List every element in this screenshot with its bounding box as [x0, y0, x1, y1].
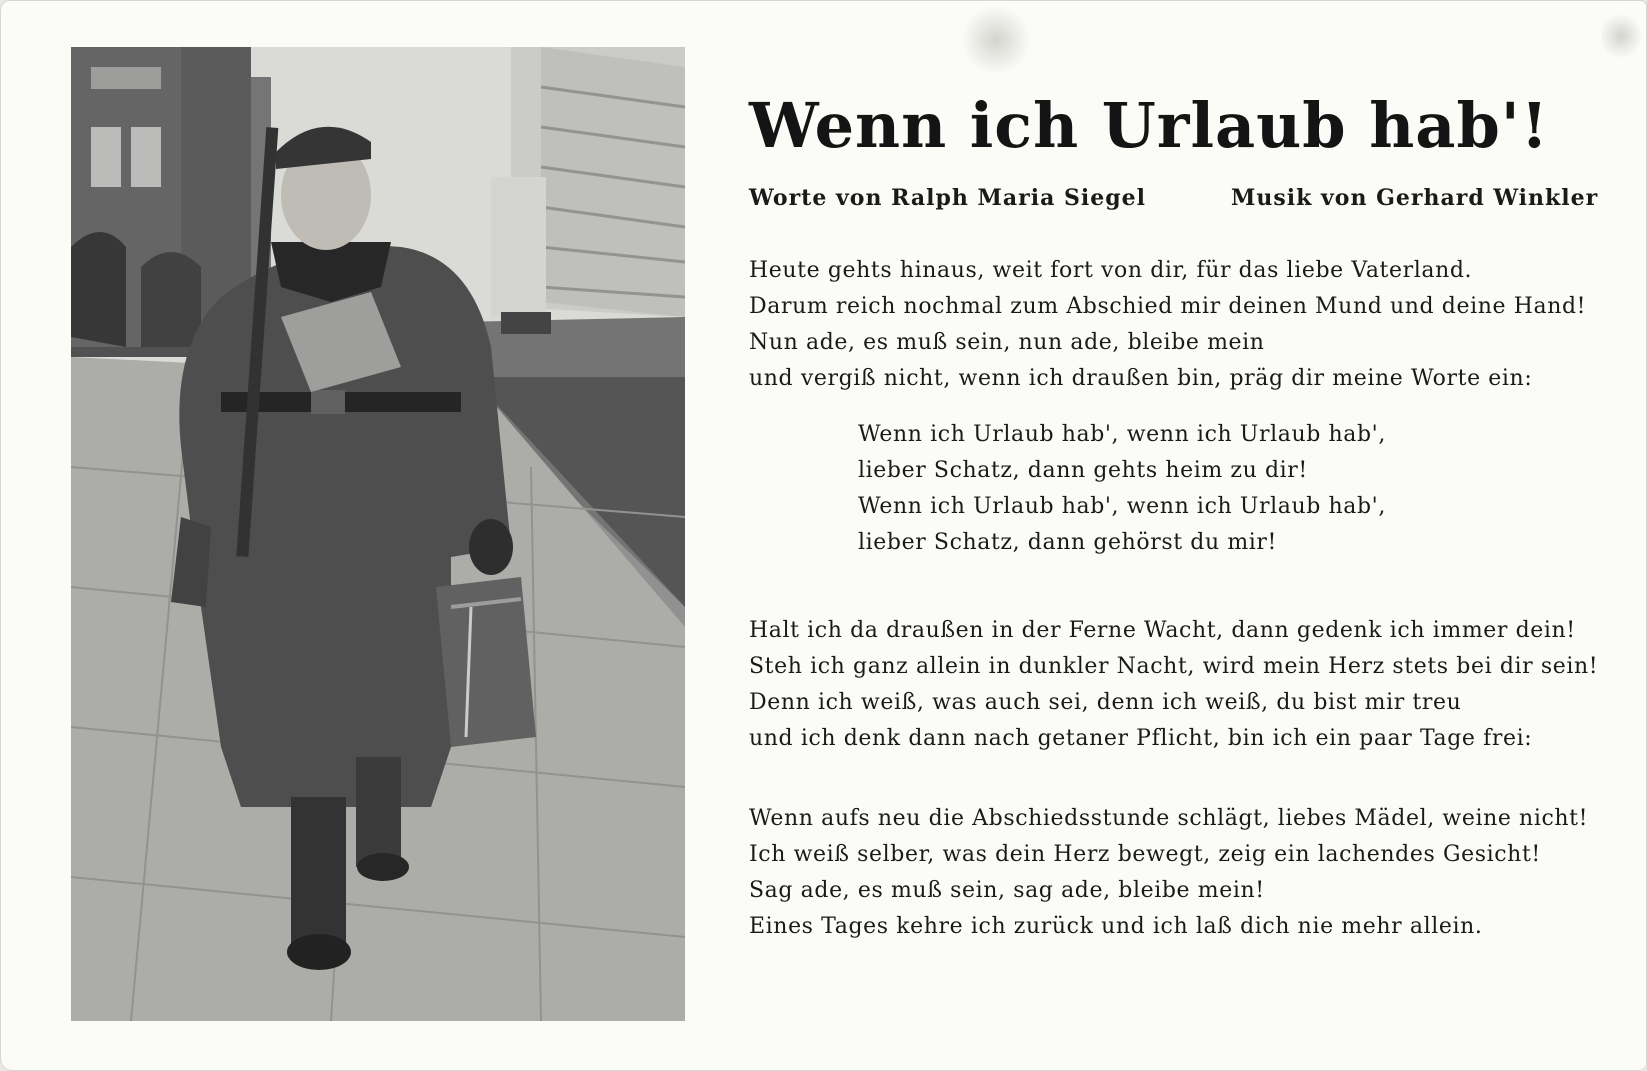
- stain-mark: [1601, 11, 1641, 61]
- verse-line: Sag ade, es muß sein, sag ade, bleibe mein!: [749, 878, 1265, 903]
- verse-line: Eines Tages kehre ich zurück und ich laß dich nie mehr allein.: [749, 914, 1483, 939]
- chorus-line: Wenn ich Urlaub hab', wenn ich Urlaub hab',: [858, 422, 1386, 447]
- stain-mark: [961, 5, 1031, 75]
- verse-line: Darum reich nochmal zum Abschied mir deinen Mund und deine Hand!: [749, 294, 1587, 319]
- chorus: [858, 417, 1386, 561]
- verse-1: [749, 253, 1586, 397]
- verse-line: Denn ich weiß, was auch sei, denn ich weiß, du bist mir treu: [749, 690, 1462, 715]
- music-credit: Musik von Gerhard Winkler: [1231, 185, 1599, 211]
- verse-2: [749, 613, 1598, 757]
- verse-line: Nun ade, es muß sein, nun ade, bleibe mein: [749, 330, 1265, 355]
- soldier-photo: [71, 47, 685, 1021]
- verse-line: und ich denk dann nach getaner Pflicht, bin ich ein paar Tage frei:: [749, 726, 1533, 751]
- verse-line: Ich weiß selber, was dein Herz bewegt, zeig ein lachendes Gesicht!: [749, 842, 1541, 867]
- verse-line: Steh ich ganz allein in dunkler Nacht, wird mein Herz stets bei dir sein!: [749, 654, 1599, 679]
- verse-line: und vergiß nicht, wenn ich draußen bin, präg dir meine Worte ein:: [749, 366, 1533, 391]
- chorus-line: lieber Schatz, dann gehörst du mir!: [858, 530, 1277, 555]
- verse-line: Heute gehts hinaus, weit fort von dir, für das liebe Vaterland.: [749, 258, 1473, 283]
- chorus-line: lieber Schatz, dann gehts heim zu dir!: [858, 458, 1308, 483]
- verse-line: Halt ich da draußen in der Ferne Wacht, dann gedenk ich immer dein!: [749, 618, 1576, 643]
- verse-line: Wenn aufs neu die Abschiedsstunde schlägt, liebes Mädel, weine nicht!: [749, 806, 1589, 831]
- photo-illustration: [71, 47, 685, 1021]
- song-title: Wenn ich Urlaub hab'!: [749, 89, 1549, 162]
- chorus-line: Wenn ich Urlaub hab', wenn ich Urlaub hab',: [858, 494, 1386, 519]
- lyrics-credit: Worte von Ralph Maria Siegel: [749, 185, 1146, 211]
- verse-3: [749, 801, 1588, 945]
